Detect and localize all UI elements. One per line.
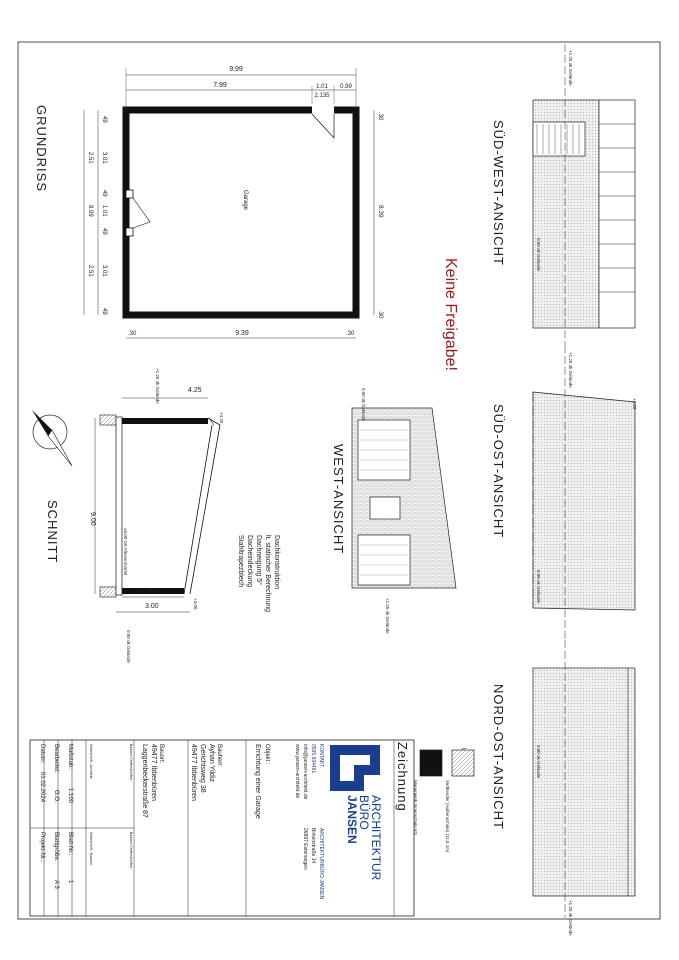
dim-left-9: 3.01 <box>101 265 107 277</box>
sued-ost-facade <box>533 392 635 610</box>
dim-left-1: 49 <box>101 116 107 123</box>
dim-total: 9.99 <box>229 66 243 73</box>
window-opening-1 <box>126 190 133 198</box>
dim-left-8: 2.51 <box>87 265 93 277</box>
dim-a: 7.99 <box>213 82 227 89</box>
sued-west-level-top: +1.25 ok Gelände <box>568 50 573 86</box>
sued-ost-level-ridge: +4.25 <box>632 398 637 410</box>
roof-line <box>190 425 220 594</box>
sig-bauherr-1: Bauherr/ Unterschriften : <box>129 744 133 783</box>
sued-ost-level-ground: 0.00 ok Gelände <box>536 570 541 604</box>
projekt-label: Projekt-Nr.: <box>39 832 45 863</box>
foundation-top <box>100 415 116 425</box>
floor-slab <box>116 417 122 595</box>
roof-note-1: Dachkonstruktion <box>273 535 280 590</box>
west-level-top: +1.25 ok Gelände <box>385 598 390 634</box>
objekt-value: Errichtung einer Garage <box>254 744 261 819</box>
bauort-city: 49477 Ibbenbüren <box>150 744 157 801</box>
blattgroesse-label: Blattgröße: <box>53 832 59 862</box>
sued-west-title: SÜD-WEST-ANSICHT <box>491 120 506 266</box>
dim-left-5: 1.01 <box>101 205 107 217</box>
section-dim-bottom: 3.00 <box>145 603 159 610</box>
sued-ost-level-top: +1.25 ok Gelände <box>568 352 573 388</box>
window-opening-2 <box>126 228 133 236</box>
massstab-value: 1:100 <box>67 788 73 804</box>
nord-ost-title: NORD-OST-ANSICHT <box>491 684 506 830</box>
blattgroesse-value: A 3 <box>53 880 59 889</box>
legend-item-mauerwerk: Mauerwerk Innenschale KS <box>413 780 418 836</box>
sued-west-window <box>533 122 585 156</box>
sued-west-roof <box>599 100 635 328</box>
door-swing-top <box>312 114 334 138</box>
dim-wall-right-top: .30 <box>377 112 383 121</box>
bauort-street: Laggenbeckerstraße 87 <box>141 744 148 818</box>
roof-note-4: Dacheindeckung <box>246 535 253 588</box>
door-opening-top <box>312 106 334 114</box>
bauherr-city: 49477 Ibbenbüren <box>190 744 197 801</box>
massstab-label: Maßstab: <box>67 744 73 770</box>
logo-mark-icon <box>330 745 380 791</box>
foundation-bottom <box>100 587 116 597</box>
logo-line-3: JANSEN <box>345 795 359 844</box>
dim-left-7: 49 <box>101 228 107 235</box>
bauort-label: Bauort: <box>158 744 164 764</box>
schnitt-title: SCHNITT <box>45 500 60 564</box>
dim-wall-bottom-right: .30 <box>346 331 355 337</box>
kontakt-label: KONTAKT: <box>318 744 324 769</box>
bearbeitet-value: G.O. <box>53 790 59 803</box>
section-dim-top: 4.25 <box>188 387 202 394</box>
dim-side-right: 8.39 <box>377 205 384 218</box>
dim-left-2: 3.01 <box>101 152 107 164</box>
section-level-ground: 0.00 ok Gelände <box>126 630 131 664</box>
sig-bauherr-3: Unterschrift - Bauherr <box>89 832 93 866</box>
dim-left-10: 49 <box>101 308 107 315</box>
dim-wall-bottom-left: .30 <box>128 331 137 337</box>
section-dim-inner: 2.76 <box>140 588 154 595</box>
dim-left-6: 8.99 <box>87 205 93 217</box>
office-name: ARCHITEKTURBÜRO JANSEN <box>318 828 324 900</box>
west-window-3 <box>358 535 410 585</box>
logo-architekturbuero-jansen <box>330 745 383 881</box>
nord-ost-facade <box>533 668 635 896</box>
dim-left-3: 2.51 <box>87 152 93 164</box>
section-dim-height: 9.00 <box>89 512 96 526</box>
sued-ost-title: SÜD-OST-ANSICHT <box>491 404 506 539</box>
logo-line-2: BÜRO <box>357 795 371 830</box>
dim-b: 1.01 <box>316 84 328 90</box>
west-title: WEST-ANSICHT <box>331 444 346 555</box>
dim-left-4: 49 <box>101 190 107 197</box>
legend <box>413 748 474 853</box>
north-arrow-icon <box>32 410 72 466</box>
datum-value: 01.02.2024 <box>39 772 45 803</box>
nord-ost-level-ground: 0.00 ok Gelände <box>536 745 541 779</box>
logo-line-1: ARCHITEKTUR <box>369 795 383 881</box>
section-level-top: +1.25 ok Gelände <box>155 368 160 404</box>
section-view <box>32 368 280 664</box>
dim-d: 2.135 <box>314 93 330 99</box>
roof-note-5: Stahltrapezblech <box>237 535 244 588</box>
kontakt-email: info@jansen-architekt.de <box>302 744 308 800</box>
section-level-a: +4.25 <box>219 412 224 424</box>
bauherr-street: Gerichtsweg 38 <box>199 744 206 793</box>
blatt-value: 1 <box>67 880 73 884</box>
legend-swatch-mauerwerk <box>420 750 442 776</box>
dim-wall-right-bottom: .30 <box>377 310 383 319</box>
west-level-ground: 0.00 ok Gelände <box>361 388 366 422</box>
bearbeitet-label: Bearbeitet: <box>53 744 59 774</box>
legend-item-verblender: Verblender (Außenschale) (11,5 cm) <box>445 780 450 853</box>
kontakt-web: www.jansen-architekt.de <box>294 744 300 799</box>
sig-bauherr-2: Bauherr/ Unterschriften : <box>129 832 133 871</box>
office-city: 26897 Esterwegen <box>302 828 308 870</box>
bauherr-label: Bauherr: <box>216 744 222 768</box>
dim-c: 0.99 <box>340 84 352 90</box>
sued-west-level-ground: 0.00 ok Gelände <box>536 238 541 272</box>
section-level-ffb: ±0.00 OK Fliesenmörtel <box>123 528 128 576</box>
blatt-label: Blatt-Nr.: <box>67 832 73 856</box>
bauherr-name: Ayhan Yildiz <box>208 744 215 783</box>
stamp-keine-freigabe: Keine Freigabe! <box>442 258 459 371</box>
west-elevation <box>331 388 456 634</box>
floor-plan <box>34 66 384 338</box>
roof-note-2: lt. statischer Berechnung <box>264 535 271 613</box>
north-east-elevation <box>491 640 635 936</box>
roof-note-3: Dachneigung 5° <box>255 535 262 585</box>
garage-walls <box>126 110 356 315</box>
datum-label: Datum: <box>39 744 45 764</box>
nord-ost-level-top: +1.25 ok Gelände <box>568 900 573 936</box>
room-label-garage: Garage <box>242 190 248 211</box>
grundriss-title: GRUNDRISS <box>34 105 49 193</box>
legend-swatch-verblender <box>452 750 474 776</box>
dim-inner: 9.39 <box>235 330 249 337</box>
objekt-label: Objekt : <box>264 744 270 765</box>
wall-upper <box>122 418 208 424</box>
zeichnung-label: Zeichnung <box>395 742 410 812</box>
section-level-b: +3.00 <box>193 598 198 610</box>
south-east-elevation <box>491 345 637 640</box>
west-window-2 <box>370 497 400 519</box>
title-block <box>30 740 474 916</box>
office-street: Birkenstraße 14 <box>310 828 316 864</box>
sig-architekt: Unterschrift - Architekt <box>89 744 93 779</box>
door-swing <box>133 198 150 228</box>
south-west-elevation <box>491 44 635 345</box>
kontakt-phone: 0595 934461 <box>310 744 316 774</box>
